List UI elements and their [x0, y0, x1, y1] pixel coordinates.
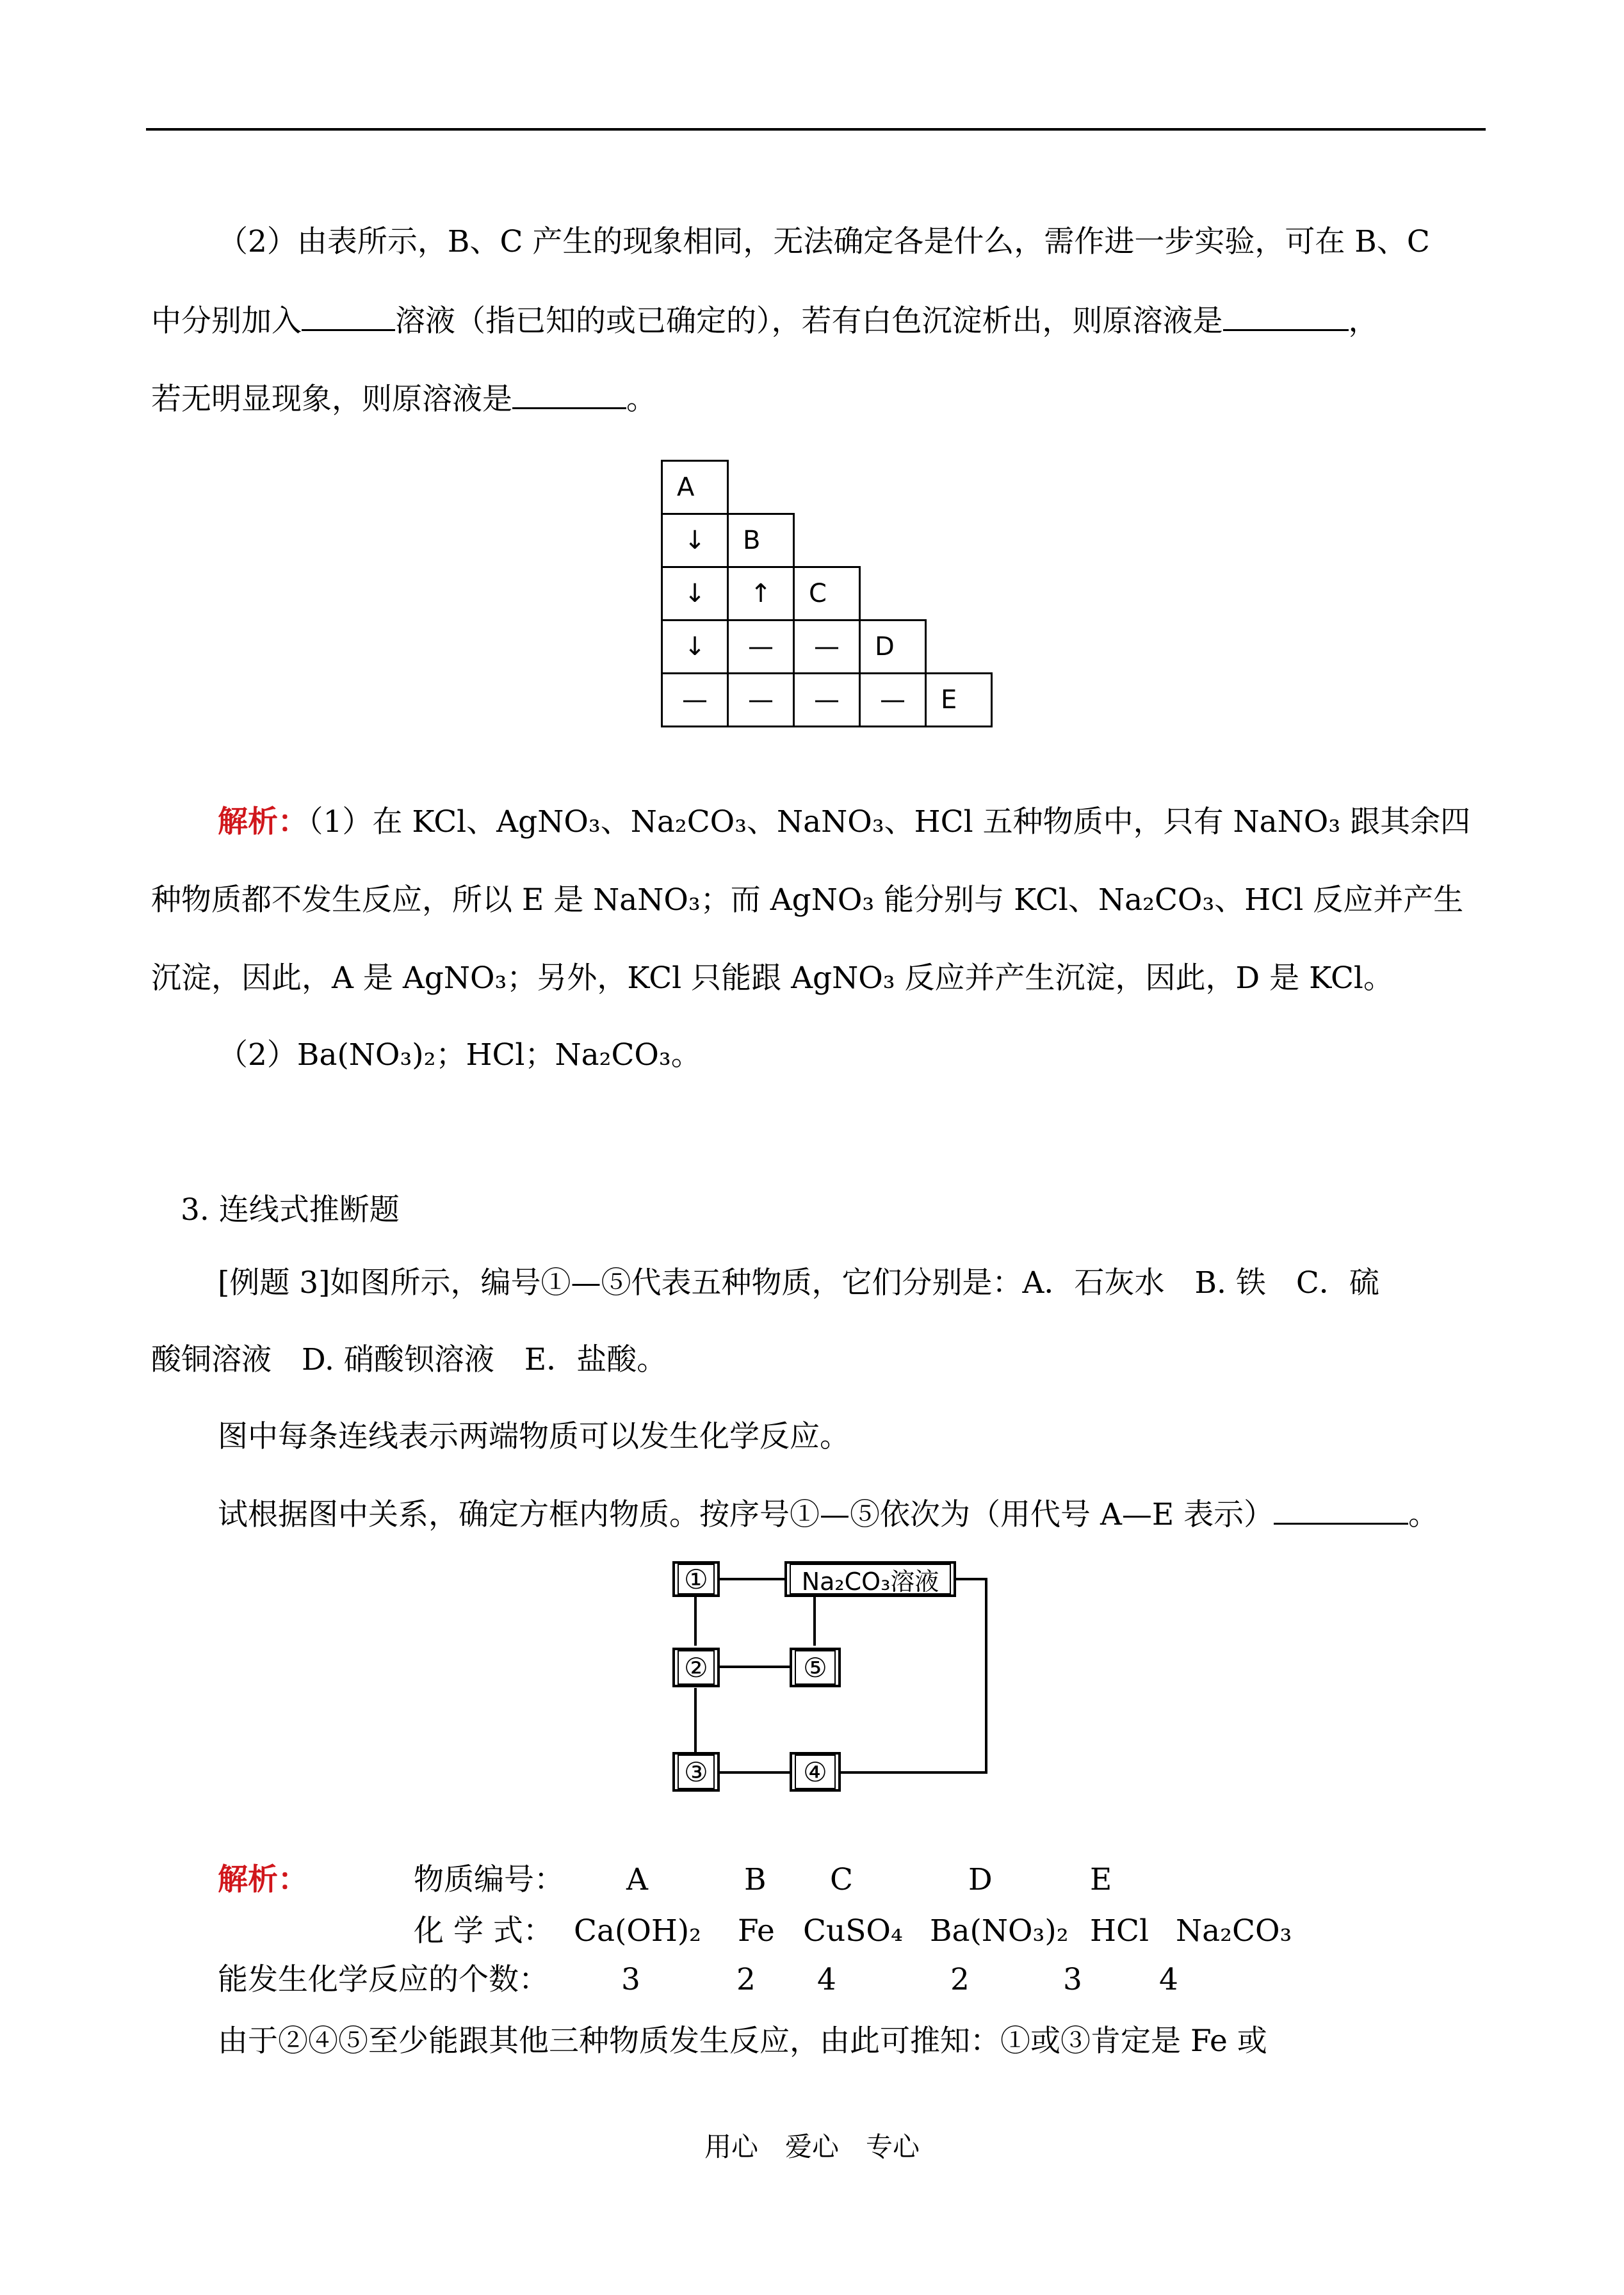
analysis1-line2: 种物质都不发生反应，所以 E 是 NaNO₃；而 AgNO₃ 能分别与 KCl、Na₂CO₃、HCl 反应并产生 — [151, 882, 1464, 918]
row-label: 化 学 式： — [414, 1913, 553, 1949]
q2-text: 。 — [626, 382, 656, 417]
analysis1-line4: （2）Ba(NO₃)₂；HCl；Na₂CO₃。 — [218, 1037, 701, 1073]
formula: CuSO₄ — [803, 1913, 903, 1949]
header-rule — [146, 128, 1486, 131]
example3-line1: [例题 3]如图所示，编号①—⑤代表五种物质，它们分别是：A．石灰水 B. 铁 C．硫 — [218, 1265, 1379, 1301]
example3-line4 — [218, 1495, 1438, 1534]
analysis-label: 解析： — [218, 1862, 308, 1897]
table-cell: A — [661, 460, 729, 515]
q2-text: 若无明显现象，则原溶液是 — [151, 382, 512, 417]
table-cell: ↓ — [661, 566, 729, 621]
q2-text: 中分别加入 — [151, 304, 302, 339]
page-footer: 用心 爱心 专心 — [704, 2131, 920, 2162]
reaction-count: 4 — [1159, 1962, 1178, 1997]
answer-blank[interactable] — [302, 301, 395, 331]
table-cell: B — [727, 513, 795, 568]
table-cell: C — [793, 566, 861, 621]
reaction-count: 4 — [817, 1962, 836, 1997]
node-4: ④ — [790, 1752, 841, 1792]
example3-line2: 酸铜溶液 D. 硝酸钡溶液 E．盐酸。 — [151, 1342, 667, 1377]
node-5: ⑤ — [790, 1648, 841, 1687]
analysis-label: 解析： — [218, 804, 308, 839]
q2-line2 — [151, 301, 1379, 341]
table-cell: — — [793, 619, 861, 674]
q2-text: 溶液（指已知的或已确定的），若有白色沉淀析出，则原溶液是 — [395, 304, 1223, 339]
formula: Fe — [738, 1913, 775, 1949]
table-cell: ↓ — [661, 513, 729, 568]
table-cell: E — [925, 672, 993, 727]
reaction-table — [661, 460, 1019, 752]
reaction-count: 2 — [950, 1962, 970, 1997]
example3-line3: 图中每条连线表示两端物质可以发生化学反应。 — [218, 1419, 850, 1454]
formula: Ca(OH)₂ — [574, 1913, 702, 1949]
analysis-text: （1）在 KCl、AgNO₃、Na₂CO₃、NaNO₃、HCl 五种物质中，只有 NaNO₃ 跟其余四 — [308, 804, 1471, 839]
material-code: D — [968, 1862, 993, 1897]
node-1: ① — [672, 1561, 720, 1597]
node-3: ③ — [672, 1752, 720, 1792]
table-cell: — — [859, 672, 927, 727]
section-heading: 3. 连线式推断题 — [181, 1192, 400, 1228]
formula: Ba(NO₃)₂ — [930, 1913, 1069, 1949]
connection-diagram — [666, 1556, 999, 1825]
table-cell: ↓ — [661, 619, 729, 674]
q2-line3 — [151, 379, 656, 419]
reaction-count: 3 — [621, 1962, 640, 1997]
analysis1-line3: 沉淀，因此，A 是 AgNO₃；另外，KCl 只能跟 AgNO₃ 反应并产生沉淀，因此，D 是 KCl。 — [151, 961, 1393, 996]
answer-blank[interactable] — [512, 379, 626, 409]
reaction-count: 2 — [736, 1962, 756, 1997]
material-code: B — [744, 1862, 767, 1897]
example3-text: 试根据图中关系，确定方框内物质。按序号①—⑤依次为（用代号 A—E 表示） — [218, 1497, 1274, 1532]
q2-line1: （2）由表所示，B、C 产生的现象相同，无法确定各是什么，需作进一步实验，可在 B、C — [218, 224, 1430, 259]
q2-text: ， — [1348, 304, 1379, 339]
node-2: ② — [672, 1648, 720, 1687]
node-na2co3: Na₂CO₃溶液 — [784, 1561, 956, 1597]
material-code: E — [1090, 1862, 1112, 1897]
table-cell: — — [793, 672, 861, 727]
table-cell: — — [661, 672, 729, 727]
row-label: 能发生化学反应的个数： — [218, 1962, 549, 1997]
table-cell: — — [727, 672, 795, 727]
analysis1-line1 — [218, 803, 1470, 841]
analysis2-last-line: 由于②④⑤至少能跟其他三种物质发生反应，由此可推知：①或③肯定是 Fe 或 — [218, 2023, 1267, 2059]
answer-blank[interactable] — [1223, 301, 1349, 331]
answer-blank[interactable] — [1274, 1495, 1408, 1525]
material-code: A — [626, 1862, 648, 1897]
formula: HCl — [1090, 1913, 1149, 1949]
material-code: C — [830, 1862, 853, 1897]
table-cell: D — [859, 619, 927, 674]
table-cell: ↑ — [727, 566, 795, 621]
row-label: 物质编号： — [414, 1862, 564, 1897]
example3-text: 。 — [1408, 1497, 1439, 1532]
reaction-count: 3 — [1063, 1962, 1082, 1997]
formula: Na₂CO₃ — [1176, 1913, 1292, 1949]
table-cell: — — [727, 619, 795, 674]
